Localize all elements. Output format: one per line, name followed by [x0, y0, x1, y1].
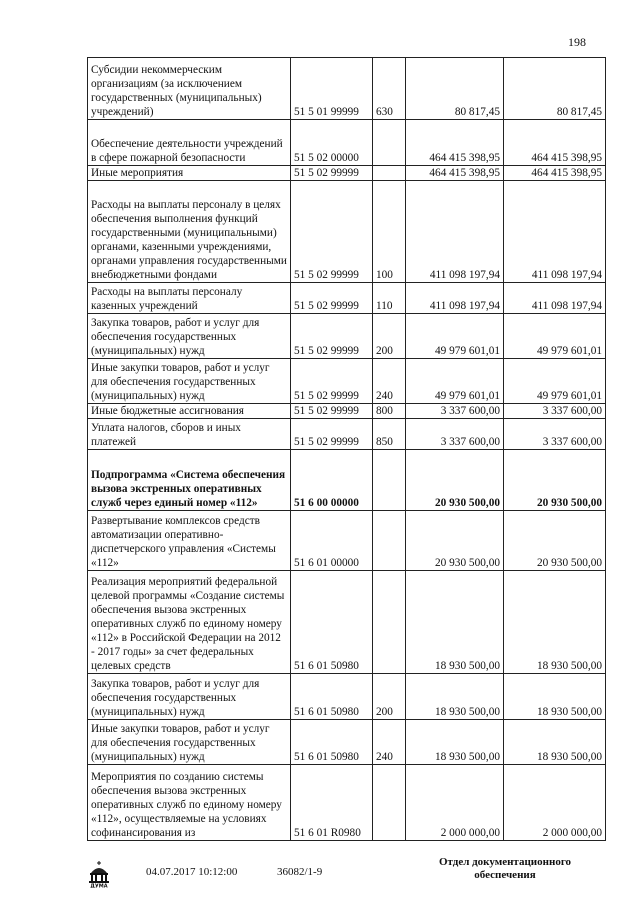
page-number: 198: [568, 35, 586, 49]
row-name-cell: Мероприятия по созданию системы обеспечения вызова экстренных оперативных служб по единому номеру «112», осуществляемые на условиях софинансирования из: [88, 765, 291, 841]
row-name-cell: Уплата налогов, сборов и иных платежей: [88, 419, 291, 450]
row-expense-type-cell: 100: [373, 181, 406, 283]
row-name-cell: Иные бюджетные ассигнования: [88, 404, 291, 419]
row-name-cell: Закупка товаров, работ и услуг для обеспечения государственных (муниципальных) нужд: [88, 314, 291, 359]
row-code-cell: 51 5 02 99999: [291, 181, 373, 283]
table-row: [88, 720, 606, 765]
row-expense-type-cell: [373, 166, 406, 181]
table-row: [88, 120, 606, 166]
row-amount-approved-cell: 18 930 500,00: [504, 571, 606, 674]
row-code-cell: 51 5 02 99999: [291, 419, 373, 450]
row-name-cell: Развертывание комплексов средств автоматизации оперативно-диспетчерского управления «Системы «112»: [88, 511, 291, 571]
row-expense-type-cell: [373, 120, 406, 166]
table-row: [88, 674, 606, 720]
row-code-cell: 51 5 01 99999: [291, 58, 373, 120]
row-amount-approved-cell: 20 930 500,00: [504, 511, 606, 571]
row-expense-type-cell: 200: [373, 674, 406, 720]
row-name-cell: Реализация мероприятий федеральной целевой программы «Создание системы обеспечения вызова экстренных оперативных служб по единому номеру «112» в Российской Федерации на 2012 - 2017 годы» за счет федеральных целевых средств: [88, 571, 291, 674]
table-row: [88, 58, 606, 120]
row-amount-approved-cell: 18 930 500,00: [504, 720, 606, 765]
emblem-label: ДУМА: [90, 883, 108, 888]
row-amount-approved-cell: 49 979 601,01: [504, 359, 606, 404]
row-expense-type-cell: [373, 571, 406, 674]
table-row: [88, 166, 606, 181]
row-amount-cell: 49 979 601,01: [406, 314, 504, 359]
row-name-cell: Расходы на выплаты персоналу казенных учреждений: [88, 283, 291, 314]
row-amount-cell: 411 098 197,94: [406, 283, 504, 314]
row-amount-cell: 3 337 600,00: [406, 419, 504, 450]
row-name-cell: Иные мероприятия: [88, 166, 291, 181]
row-amount-cell: 2 000 000,00: [406, 765, 504, 841]
table-row: [88, 419, 606, 450]
row-code-cell: 51 6 01 00000: [291, 511, 373, 571]
row-code-cell: 51 6 01 50980: [291, 720, 373, 765]
footer-department: [430, 856, 580, 882]
row-expense-type-cell: [373, 511, 406, 571]
row-amount-cell: 20 930 500,00: [406, 450, 504, 511]
row-code-cell: 51 5 02 99999: [291, 314, 373, 359]
row-name-cell: Расходы на выплаты персоналу в целях обеспечения выполнения функций государственными (муниципальными) органами, казенными учреждениями, органами управления государственными внебюджетными фондами: [88, 181, 291, 283]
row-expense-type-cell: 630: [373, 58, 406, 120]
row-amount-cell: 80 817,45: [406, 58, 504, 120]
duma-emblem-icon: [86, 858, 112, 888]
table-row: [88, 359, 606, 404]
row-amount-cell: 20 930 500,00: [406, 511, 504, 571]
row-amount-cell: 3 337 600,00: [406, 404, 504, 419]
table-row: [88, 511, 606, 571]
row-expense-type-cell: 110: [373, 283, 406, 314]
row-name-cell: Закупка товаров, работ и услуг для обеспечения государственных (муниципальных) нужд: [88, 674, 291, 720]
table-row: [88, 283, 606, 314]
table-row: [88, 404, 606, 419]
table-row: [88, 765, 606, 841]
row-code-cell: 51 5 02 99999: [291, 404, 373, 419]
table-row: [88, 571, 606, 674]
row-name-cell: Иные закупки товаров, работ и услуг для обеспечения государственных (муниципальных) нужд: [88, 359, 291, 404]
footer-timestamp: 04.07.2017 10:12:00: [146, 866, 238, 878]
row-name-cell: Субсидии некоммерческим организациям (за исключением государственных (муниципальных) учреждений): [88, 58, 291, 120]
row-amount-approved-cell: 464 415 398,95: [504, 120, 606, 166]
row-amount-approved-cell: 411 098 197,94: [504, 283, 606, 314]
footer-document-number: 36082/1-9: [277, 866, 323, 878]
footer-department-line2: обеспечения: [474, 869, 536, 881]
row-code-cell: 51 6 00 00000: [291, 450, 373, 511]
table-row: [88, 181, 606, 283]
row-code-cell: 51 6 01 50980: [291, 571, 373, 674]
row-name-cell: Подпрограмма «Система обеспечения вызова экстренных оперативных служб через единый номер «112»: [88, 450, 291, 511]
row-code-cell: 51 6 01 R0980: [291, 765, 373, 841]
row-expense-type-cell: 240: [373, 359, 406, 404]
footer-department-line1: Отдел документационного: [438, 856, 572, 868]
table-row: [88, 450, 606, 511]
row-amount-approved-cell: 3 337 600,00: [504, 419, 606, 450]
row-expense-type-cell: 200: [373, 314, 406, 359]
row-name-cell: Обеспечение деятельности учреждений в сфере пожарной безопасности: [88, 120, 291, 166]
row-amount-cell: 18 930 500,00: [406, 571, 504, 674]
row-amount-approved-cell: 49 979 601,01: [504, 314, 606, 359]
row-code-cell: 51 5 02 99999: [291, 359, 373, 404]
row-amount-approved-cell: 18 930 500,00: [504, 674, 606, 720]
row-name-cell: Иные закупки товаров, работ и услуг для обеспечения государственных (муниципальных) нужд: [88, 720, 291, 765]
row-amount-cell: 411 098 197,94: [406, 181, 504, 283]
table-row: [88, 314, 606, 359]
footer: [0, 856, 640, 902]
row-expense-type-cell: [373, 765, 406, 841]
row-code-cell: 51 5 02 99999: [291, 166, 373, 181]
row-amount-cell: 49 979 601,01: [406, 359, 504, 404]
row-amount-approved-cell: 464 415 398,95: [504, 166, 606, 181]
row-expense-type-cell: 800: [373, 404, 406, 419]
row-expense-type-cell: 240: [373, 720, 406, 765]
row-amount-approved-cell: 20 930 500,00: [504, 450, 606, 511]
row-expense-type-cell: [373, 450, 406, 511]
row-amount-approved-cell: 411 098 197,94: [504, 181, 606, 283]
row-amount-cell: 464 415 398,95: [406, 120, 504, 166]
row-code-cell: 51 5 02 99999: [291, 283, 373, 314]
budget-table-body: [88, 58, 606, 841]
budget-table: [87, 57, 606, 841]
row-code-cell: 51 5 02 00000: [291, 120, 373, 166]
row-amount-cell: 464 415 398,95: [406, 166, 504, 181]
row-expense-type-cell: 850: [373, 419, 406, 450]
row-amount-cell: 18 930 500,00: [406, 674, 504, 720]
row-amount-approved-cell: 2 000 000,00: [504, 765, 606, 841]
row-amount-approved-cell: 80 817,45: [504, 58, 606, 120]
row-amount-cell: 18 930 500,00: [406, 720, 504, 765]
row-amount-approved-cell: 3 337 600,00: [504, 404, 606, 419]
row-code-cell: 51 6 01 50980: [291, 674, 373, 720]
